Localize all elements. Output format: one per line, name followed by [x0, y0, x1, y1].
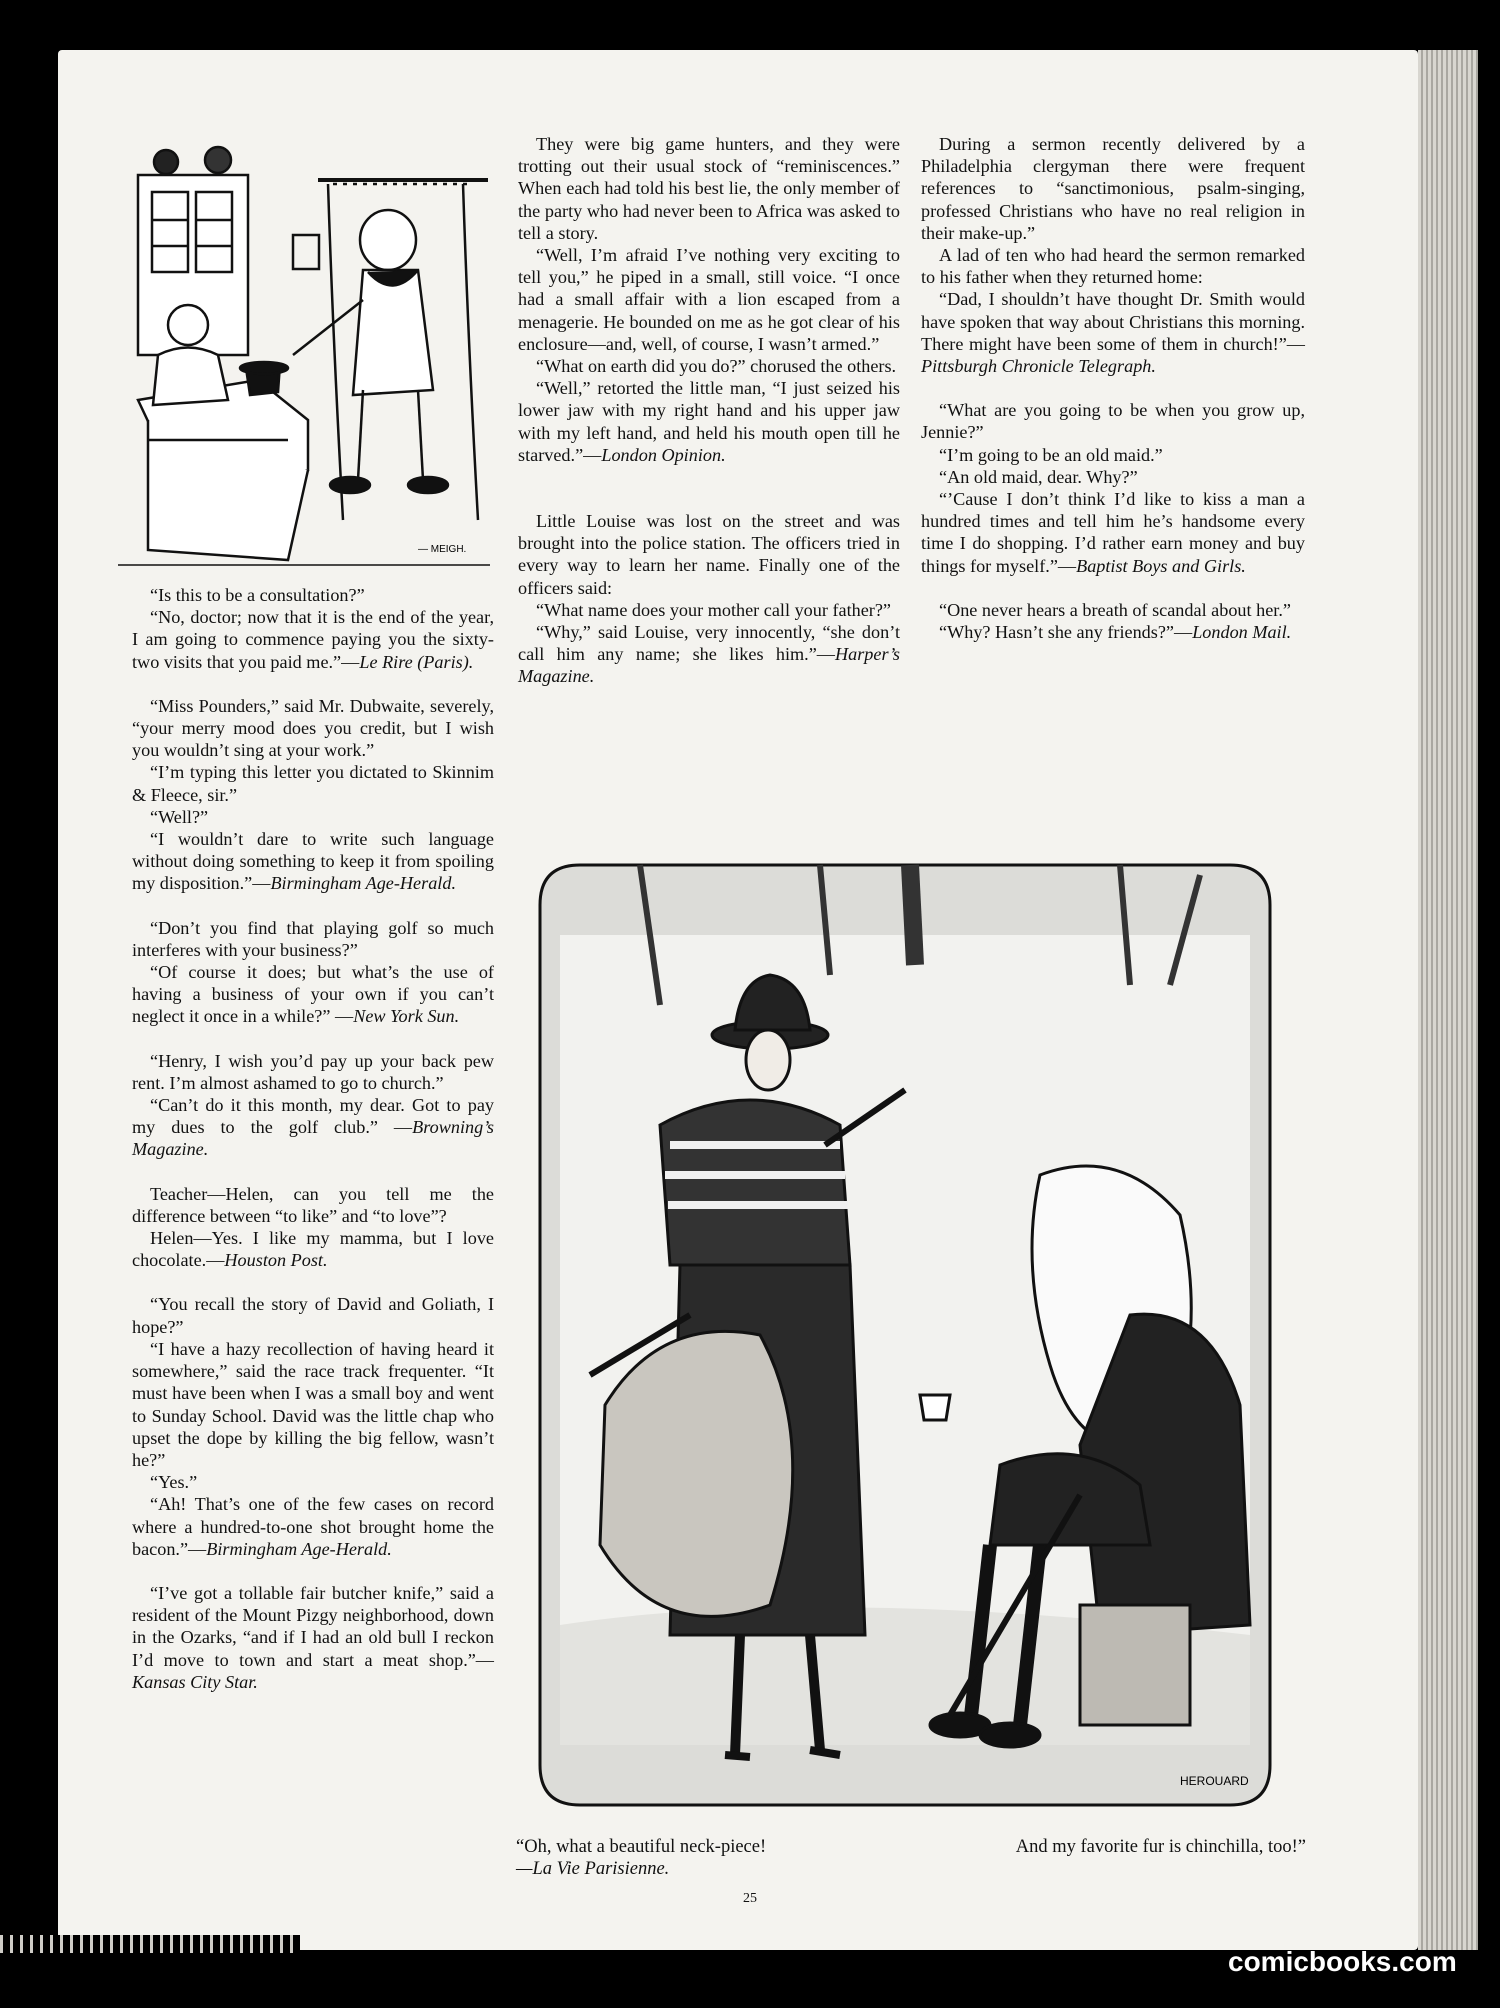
joke-item — [518, 510, 900, 688]
joke-source: Pittsburgh Chronicle Telegraph. — [921, 356, 1156, 377]
column-1 — [132, 584, 494, 1693]
joke-item — [132, 1293, 494, 1559]
doctor-cartoon-illustration — [118, 140, 490, 570]
column-2 — [518, 133, 900, 688]
joke-line: “Well, I’m afraid I’ve nothing very exciting to tell you,” he piped in a small, still voice. “I once had a small affair with a lion escaped from a menagerie. He bounded on me as he got clear of his enclosure—and, well, of course, I wasn’t armed.” — [518, 245, 900, 354]
cartoon1-signature: — MEIGH. — [418, 544, 467, 555]
watermark-text: comicbooks.com — [1228, 1946, 1457, 1977]
joke-item — [132, 917, 494, 1028]
joke-line: “Why? Hasn’t she any friends?”—London Mail. — [939, 622, 1292, 643]
joke-line: “Why,” said Louise, very innocently, “she don’t call him any name; she likes him.”—Harper’s Magazine. — [518, 622, 900, 687]
joke-line: A lad of ten who had heard the sermon remarked to his father when they returned home: — [921, 245, 1305, 288]
caption-left: “Oh, what a beautiful neck-piece! — [516, 1837, 767, 1857]
joke-line: “Miss Pounders,” said Mr. Dubwaite, severely, “your merry mood does you credit, but I wish you wouldn’t sing at your work.” — [132, 695, 494, 761]
joke-item — [518, 133, 900, 466]
joke-line: “What on earth did you do?” chorused the others. — [536, 356, 897, 377]
joke-line: “I wouldn’t dare to write such language without doing something to keep it from spoiling my disposition.”—Birmingham Age-Herald. — [132, 829, 494, 894]
joke-source: Kansas City Star. — [132, 1671, 258, 1692]
joke-item — [921, 599, 1305, 643]
joke-item — [132, 1183, 494, 1272]
joke-source: Birmingham Age-Herald. — [206, 1538, 392, 1559]
joke-line: “You recall the story of David and Goliath, I hope?” — [132, 1294, 494, 1337]
joke-source: Birmingham Age-Herald. — [270, 873, 456, 894]
joke-line: “Don’t you find that playing golf so much interferes with your business?” — [132, 917, 494, 960]
joke-item — [921, 133, 1305, 377]
joke-source: Baptist Boys and Girls. — [1076, 555, 1246, 576]
joke-line: “Well,” retorted the little man, “I just seized his lower jaw with my right hand and his upper jaw with my left hand, and held his mouth open till he starved.”—London Opinion. — [518, 378, 900, 465]
joke-line: “Ah! That’s one of the few cases on record where a hundred-to-one shot brought home the bacon.”—Birmingham Age-Herald. — [132, 1494, 494, 1559]
joke-item — [132, 1582, 494, 1693]
cartoon2-signature: HEROUARD — [1180, 1774, 1249, 1788]
caption-right: And my favorite fur is chinchilla, too!” — [1015, 1837, 1306, 1857]
joke-line: “Of course it does; but what’s the use of having a business of your own if you can’t neglect it once in a while?” —New York Sun. — [132, 962, 494, 1027]
joke-line: Teacher—Helen, can you tell me the difference between “to like” and “to love”? — [132, 1183, 494, 1226]
joke-item — [132, 695, 494, 895]
joke-source: Houston Post. — [224, 1250, 328, 1271]
cartoon-caption — [516, 1836, 1306, 1880]
joke-source: London Opinion. — [601, 444, 726, 465]
joke-line: “Can’t do it this month, my dear. Got to pay my dues to the golf club.” —Browning’s Magazine. — [132, 1095, 494, 1160]
joke-line: “Yes.” — [150, 1472, 198, 1493]
joke-line: During a sermon recently delivered by a Philadelphia clergyman there were frequent references to “sanctimonious, psalm-singing, professed Christians who have no real religion in their make-up.” — [921, 134, 1305, 243]
chinchilla-cartoon-illustration — [520, 845, 1290, 1825]
joke-source: New York Sun. — [353, 1006, 460, 1027]
book-page-edges — [1418, 50, 1478, 1950]
caption-line — [516, 1836, 1306, 1858]
joke-line: “Henry, I wish you’d pay up your back pew rent. I’m almost ashamed to go to church.” — [132, 1050, 494, 1093]
joke-line: Helen—Yes. I like my mamma, but I love chocolate.—Houston Post. — [132, 1228, 494, 1271]
joke-line: “One never hears a breath of scandal about her.” — [939, 599, 1291, 620]
joke-line: “’Cause I don’t think I’d like to kiss a man a hundred times and tell him he’s handsome every time I do shopping. I’d rather earn money and buy things for myself.”—Baptist Boys and Girls. — [921, 489, 1305, 576]
joke-item — [132, 1050, 494, 1161]
caption-source: —La Vie Parisienne. — [516, 1859, 670, 1879]
joke-source: Le Rire (Paris). — [359, 651, 474, 672]
joke-item — [132, 584, 494, 673]
joke-line: “Is this to be a consultation?” — [150, 585, 365, 605]
book-spine-edge — [0, 1935, 300, 1953]
joke-line: “I have a hazy recollection of having heard it somewhere,” said the race track frequenter. “It must have been when I was a small boy and went to Sunday School. David was the little chap who upset the dope by killing the big fellow, wasn’t he?” — [132, 1338, 494, 1470]
joke-line: “I’m typing this letter you dictated to Skinnim & Fleece, sir.” — [132, 762, 494, 805]
joke-source: London Mail. — [1192, 622, 1292, 643]
joke-line: “Dad, I shouldn’t have thought Dr. Smith would have spoken that way about Christians this morning. There might have been some of them in church!”—Pittsburgh Chronicle Telegraph. — [921, 289, 1305, 377]
joke-line: Little Louise was lost on the street and was brought into the police station. The officers tried in every way to learn her name. Finally one of the officers said: — [518, 511, 900, 598]
joke-line: “What are you going to be when you grow up, Jennie?” — [921, 400, 1305, 443]
joke-source: Harper’s Magazine. — [518, 644, 900, 687]
joke-line: “No, doctor; now that it is the end of the year, I am going to commence paying you the sixty-two visits that you paid me.”—Le Rire (Paris). — [132, 607, 494, 672]
joke-line: “An old maid, dear. Why?” — [939, 466, 1138, 487]
joke-item — [921, 399, 1305, 577]
joke-line: They were big game hunters, and they were trotting out their usual stock of “reminiscences.” When each had told his best lie, the only member of the party who had never been to Africa was asked to tell a story. — [518, 134, 900, 243]
joke-line: “What name does your mother call your father?” — [536, 599, 892, 620]
joke-source: Browning’s Magazine. — [132, 1117, 494, 1160]
page-number: 25 — [743, 1891, 757, 1906]
joke-line: “I’ve got a tollable fair butcher knife,” said a resident of the Mount Pizgy neighborhood, down in the Ozarks, “and if I had an old bull I reckon I’d move to town and start a meat shop.”—Kansas City Star. — [132, 1582, 494, 1692]
joke-line: “Well?” — [150, 806, 209, 827]
joke-line: “I’m going to be an old maid.” — [939, 444, 1163, 465]
column-3 — [921, 133, 1305, 643]
